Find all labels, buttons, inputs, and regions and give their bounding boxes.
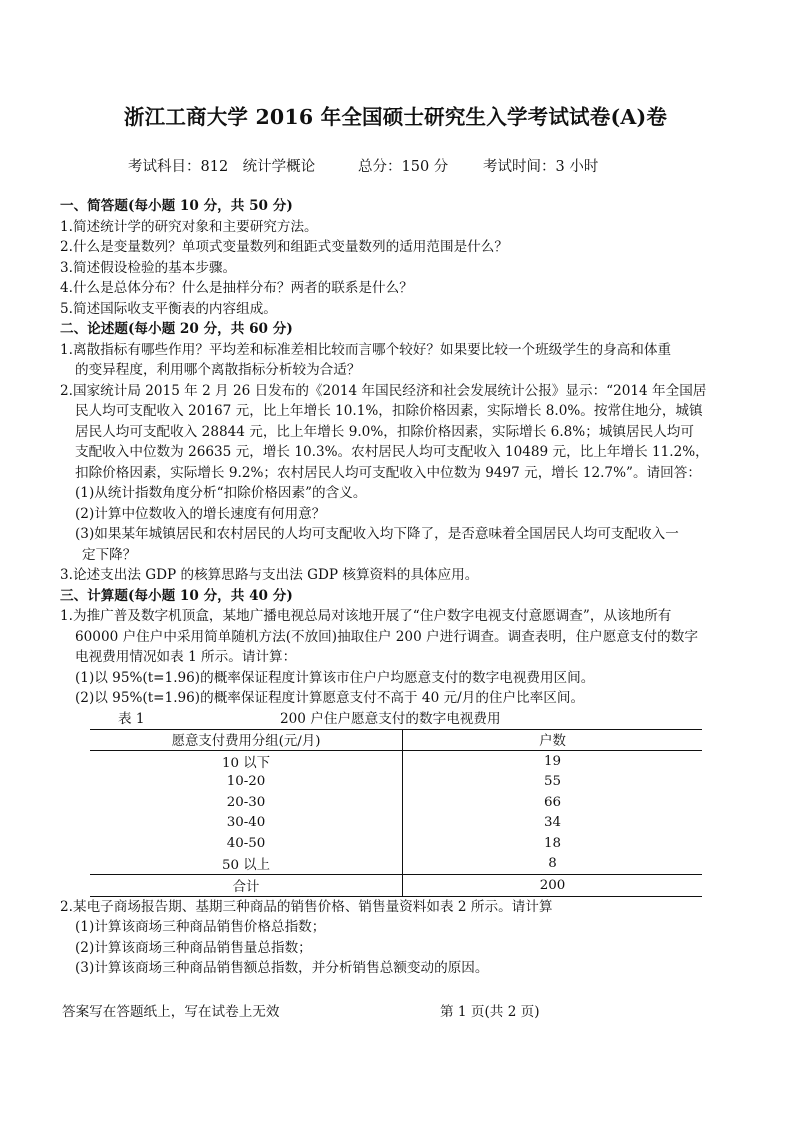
table-cell-group: 10-20 [90, 772, 403, 793]
question-2-2-sub-3-line-1: (3)如果某年城镇居民和农村居民的人均可支配收入均下降了，是否意味着全国居民人均可支配收入一 [75, 526, 679, 542]
question-3-1-line-1: 1.为推广普及数字机顶盒，某地广播电视总局对该地开展了“住户数字电视支付意愿调查”，从该地所有 [60, 608, 672, 624]
exam-subject: 考试科目：812 统计学概论 [128, 159, 316, 175]
question-2-2-sub-2: (2)计算中位数收入的增长速度有何用意？ [75, 505, 326, 522]
table-header-count: 户数 [403, 729, 703, 751]
exam-title: 浙江工商大学 2016 年全国硕士研究生入学考试试卷(A)卷 [123, 105, 668, 129]
page-number: 第 1 页(共 2 页) [440, 1004, 540, 1020]
section-heading-2: 二、论述题(每小题 20 分，共 60 分) [60, 321, 293, 337]
question-3-2-line-1: 2.某电子商场报告期、基期三种商品的销售价格、销售量资料如表 2 所示。请计算 [60, 898, 553, 915]
table-cell-group: 10 以下 [90, 751, 403, 772]
question-1-3: 3.简述假设检验的基本步骤。 [60, 259, 237, 276]
table-row [90, 833, 702, 854]
question-2-1-line-2: 的变异程度，利用哪个离散指标分析较为合适？ [75, 362, 361, 378]
table-cell-count: 200 [403, 875, 703, 897]
question-2-2-sub-1: (1)从统计指数角度分析“扣除价格因素”的含义。 [75, 485, 367, 501]
table-row [90, 772, 702, 793]
table-cell-count: 18 [543, 835, 562, 851]
table-cell-count: 34 [543, 815, 562, 831]
exam-meta [128, 155, 598, 176]
fee-table [90, 729, 702, 897]
table-header-group: 愿意支付费用分组(元/月) [90, 729, 403, 751]
table-row [90, 854, 702, 875]
question-3-2-sub-1: (1)计算该商场三种商品销售价格总指数； [75, 919, 326, 935]
exam-total-score: 总分：150 分 [358, 159, 449, 175]
question-3-1-line-2: 60000 户住户中采用简单随机方法(不放回)抽取住户 200 户进行调查。调查表明，住户愿意支付的数字 [75, 628, 698, 645]
question-2-2-line-1: 2.国家统计局 2015 年 2 月 26 日发布的《2014 年国民经济和社会发展统计公报》显示：“2014 年全国居 [60, 382, 707, 399]
question-3-1-sub-1: (1)以 95%(t=1.96)的概率保证程度计算该市住户户均愿意支付的数字电视费用区间。 [75, 669, 595, 686]
question-2-2-sub-3-line-2: 定下降？ [82, 546, 137, 563]
table-total-row [90, 875, 702, 897]
exam-time: 考试时间：3 小时 [483, 159, 599, 175]
table-cell-count: 66 [543, 794, 562, 810]
question-3-1-line-3: 电视费用情况如表 1 所示。请计算： [75, 649, 297, 665]
question-2-2-line-3: 居民人均可支配收入 28844 元，比上年增长 9.0%，扣除价格因素，实际增长 6.8%；城镇居民人均可 [75, 423, 694, 440]
section-heading-3: 三、计算题(每小题 10 分，共 40 分) [60, 587, 293, 604]
table-row [90, 813, 702, 834]
question-1-2: 2.什么是变量数列？单项式变量数列和组距式变量数列的适用范围是什么？ [60, 239, 508, 255]
table-row [90, 792, 702, 813]
question-1-5: 5.简述国际收支平衡表的内容组成。 [60, 300, 277, 317]
question-2-2-line-4: 支配收入中位数为 26635 元，增长 10.3%。农村居民人均可支配收入 10489 元，比上年增长 11.2%， [75, 444, 709, 460]
table-caption [60, 709, 735, 729]
footer-note: 答案写在答题纸上，写在试卷上无效 [62, 1004, 280, 1020]
table-title: 200 户住户愿意支付的数字电视费用 [280, 710, 501, 727]
question-3-2-sub-3: (3)计算该商场三种商品销售额总指数，并分析销售总额变动的原因。 [75, 960, 489, 976]
table-cell-count: 55 [543, 774, 562, 790]
table-cell-group: 50 以上 [90, 854, 403, 875]
table-cell-group: 20-30 [90, 792, 403, 813]
table-cell-count: 8 [548, 856, 557, 872]
question-3-1-sub-2: (2)以 95%(t=1.96)的概率保证程度计算愿意支付不高于 40 元/月的住户比率区间。 [75, 690, 585, 706]
page-footer [62, 1000, 742, 1020]
table-cell-count: 19 [543, 753, 562, 769]
table-cell-group: 30-40 [90, 813, 403, 834]
question-1-1: 1.简述统计学的研究对象和主要研究方法。 [60, 218, 318, 235]
question-3-2-sub-2: (2)计算该商场三种商品销售量总指数； [75, 939, 312, 956]
exam-content [60, 196, 735, 979]
table-header-row [90, 729, 702, 751]
table-label: 表 1 [118, 710, 145, 727]
question-2-3: 3.论述支出法 GDP 的核算思路与支出法 GDP 核算资料的具体应用。 [60, 567, 479, 583]
table-row [90, 751, 702, 772]
question-2-2-line-5: 扣除价格因素，实际增长 9.2%；农村居民人均可支配收入中位数为 9497 元，增长 12.7%”。请回答： [75, 464, 701, 481]
table-cell-group: 40-50 [90, 833, 403, 854]
question-2-2-line-2: 民人均可支配收入 20167 元，比上年增长 10.1%，扣除价格因素，实际增长 8.0%。按常住地分，城镇 [75, 403, 703, 419]
question-1-4: 4.什么是总体分布？什么是抽样分布？两者的联系是什么？ [60, 280, 413, 296]
section-heading-1: 一、简答题(每小题 10 分，共 50 分) [60, 198, 293, 214]
table-cell-group: 合计 [90, 875, 403, 897]
question-2-1-line-1: 1.离散指标有哪些作用？平均差和标准差相比较而言哪个较好？如果要比较一个班级学生的身高和体重 [60, 341, 672, 358]
